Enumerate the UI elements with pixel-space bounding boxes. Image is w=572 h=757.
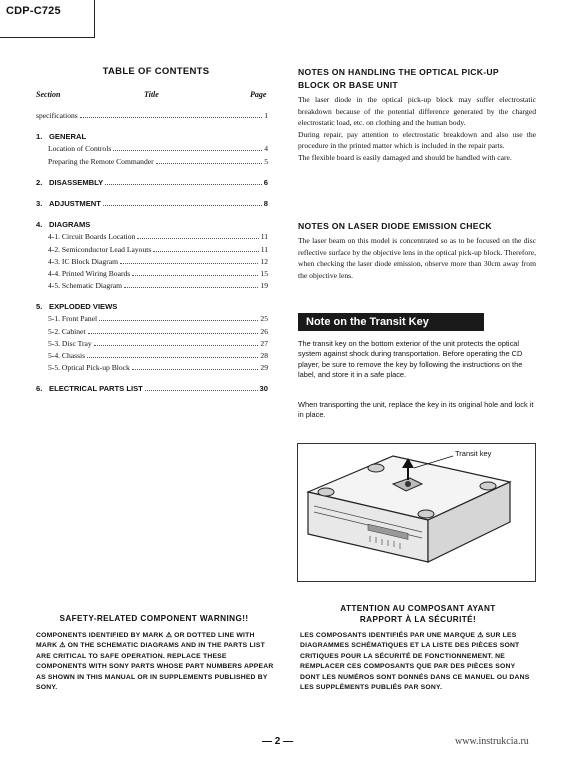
toc-entry-title: DIAGRAMS <box>49 220 91 230</box>
toc-gap <box>36 293 268 302</box>
toc-entry-title: ELECTRICAL PARTS LIST <box>49 384 143 394</box>
toc-entry[interactable] <box>36 157 268 169</box>
toc-gap <box>36 123 268 132</box>
transit-key-label: Transit key <box>455 449 492 458</box>
toc-entry-title: 5-2. Cabinet <box>48 326 86 336</box>
toc-leader-dots <box>153 251 258 252</box>
toc-entry-title: specifications <box>36 111 78 120</box>
toc-entry-number: 2. <box>36 177 43 187</box>
toc-leader-dots <box>156 163 263 164</box>
toc-entry-page: 30 <box>259 384 268 394</box>
page-number: — 2 — <box>262 736 294 747</box>
toc-entry[interactable] <box>36 199 268 211</box>
transit-para1: The transit key on the bottom exterior of the unit protects the optical system against shock during transportation. Before operating the CD player, be sure to remove the key by following the instructions on the label, and store it in a safe place. <box>298 339 523 380</box>
toc-entry-page: 27 <box>260 338 268 348</box>
toc-entry[interactable] <box>36 302 268 314</box>
toc-entry-page: 19 <box>260 281 268 291</box>
toc-entry-title: Preparing the Remote Commander <box>48 156 154 166</box>
toc-entry[interactable] <box>36 314 268 326</box>
safety-title-fr <box>298 603 538 625</box>
toc-leader-dots <box>80 117 262 118</box>
toc-entry[interactable] <box>36 327 268 339</box>
toc-entry[interactable] <box>36 245 268 257</box>
toc-leader-dots <box>132 369 259 370</box>
toc-col-title: Title <box>144 90 159 99</box>
toc-entry-number: 3. <box>36 198 43 208</box>
toc-entry-number: 1. <box>36 132 43 142</box>
toc-entry-page: 4 <box>264 144 268 154</box>
safety-text-fr: LES COMPOSANTS IDENTIFIÉS PAR UNE MARQUE ⚠ SUR LES DIAGRAMMES SCHÉMATIQUES ET LA LISTE DES PIÈCES SONT CRITIQUES POUR LA SÉCURITÉ DE FONCTIONNEMENT. NE REMPLACER CES COMPOSANTS QUE PAR DES PIÈCES SONY DONT LES NUMÉROS SONT DONNÉS DANS CE MANUEL OU DANS LES SUPPLÉMENTS PUBLIÉS PAR SONY. <box>300 632 530 692</box>
transit-title: Note on the Transit Key <box>298 313 484 331</box>
toc-gap <box>36 211 268 220</box>
toc-entry-page: 11 <box>260 232 268 242</box>
toc-entry-number: 4. <box>36 220 43 230</box>
safety-title-en: SAFETY-RELATED COMPONENT WARNING!! <box>59 614 249 623</box>
model-number: CDP-C725 <box>6 5 61 17</box>
toc-gap <box>36 375 268 384</box>
toc-col-page: Page <box>250 90 267 99</box>
safety-text-en: COMPONENTS IDENTIFIED BY MARK ⚠ OR DOTTED LINE WITH MARK ⚠ ON THE SCHEMATIC DIAGRAMS AND IN THE PARTS LIST ARE CRITICAL TO SAFE OPERATION. REPLACE THESE COMPONENTS WITH SONY PARTS WHOSE PART NUMBERS APPEAR AS SHOWN IN THIS MANUAL OR IN SUPPLEMENTS PUBLISHED BY SONY. <box>36 632 274 692</box>
toc-entry-page: 25 <box>260 314 268 324</box>
toc-leader-dots <box>94 345 259 346</box>
toc-entry-page: 5 <box>264 156 268 166</box>
toc-entry[interactable] <box>36 144 268 156</box>
handling-para1: The laser diode in the optical pick-up block may suffer electrostatic breakdown because of the potential difference generated by the charged electrostatic load, etc. on clothing and the human body. <box>298 95 536 128</box>
toc-entry-title: 5-4. Chassis <box>48 351 86 360</box>
handling-title <box>298 66 538 91</box>
toc-leader-dots <box>137 238 258 239</box>
laser-body: The laser beam on this model is concentrated so as to be focused on the disc reflective surface by the objective lens in the optical pick-up block. Therefore, when checking the laser diode emission, observe more than 30cm away from the objective lens. <box>298 236 536 280</box>
toc-leader-dots <box>87 357 258 358</box>
toc-entry[interactable] <box>36 281 268 293</box>
toc-entry-title: EXPLODED VIEWS <box>49 302 118 312</box>
toc-leader-dots <box>105 184 262 185</box>
handling-title-line1: NOTES ON HANDLING THE OPTICAL PICK-UP <box>298 67 499 77</box>
toc-gap <box>36 169 268 178</box>
toc-entry-number: 5. <box>36 302 43 312</box>
toc-entry-number: 6. <box>36 384 43 394</box>
toc-entry-title: 4-1. Circuit Boards Location <box>48 232 136 242</box>
safety-title-fr-line1: ATTENTION AU COMPOSANT AYANT <box>340 604 496 613</box>
toc-entry-title: Location of Controls <box>48 144 112 154</box>
toc-entry-page: 1 <box>264 111 268 120</box>
toc-entry[interactable] <box>36 178 268 190</box>
toc-entry-title: 5-5. Optical Pick-up Block <box>48 363 130 373</box>
safety-title-fr-line2: RAPPORT À LA SÉCURITÉ! <box>359 615 477 624</box>
toc-entry-page: 12 <box>260 256 268 266</box>
toc-entry-title: 5-1. Front Panel <box>48 314 98 324</box>
laser-title: NOTES ON LASER DIODE EMISSION CHECK <box>298 221 492 231</box>
toc-entry-title: 4-2. Semiconductor Lead Layouts <box>48 244 152 254</box>
toc-leader-dots <box>103 205 262 206</box>
toc-entry[interactable] <box>36 351 268 363</box>
toc-leader-dots <box>88 333 259 334</box>
transit-para2: When transporting the unit, replace the key in its original hole and lock it in place. <box>298 400 534 420</box>
toc-entry-page: 29 <box>260 363 268 373</box>
watermark: www.instrukcia.ru <box>455 736 529 747</box>
toc-col-section: Section <box>36 90 61 99</box>
toc-entry-page: 6 <box>263 177 268 187</box>
toc-entry[interactable] <box>36 220 268 232</box>
toc-entry-page: 11 <box>260 244 268 254</box>
toc-entry[interactable] <box>36 232 268 244</box>
toc-entry-title: DISASSEMBLY <box>49 177 104 187</box>
toc-entry-title: 5-3. Disc Tray <box>48 338 92 348</box>
handling-para3: The flexible board is easily damaged and should be handled with care. <box>298 152 512 162</box>
toc-entry[interactable] <box>36 269 268 281</box>
toc-entry-title: 4-4. Printed Wiring Boards <box>48 268 131 278</box>
toc-list <box>36 111 268 397</box>
handling-body <box>298 94 536 164</box>
toc-leader-dots <box>132 275 258 276</box>
toc-entry[interactable] <box>36 257 268 269</box>
toc-entry-page: 28 <box>260 351 268 360</box>
toc-entry-page: 26 <box>260 326 268 336</box>
toc-gap <box>36 190 268 199</box>
toc-entry[interactable] <box>36 384 268 396</box>
toc-entry[interactable] <box>36 111 268 123</box>
toc-leader-dots <box>99 320 258 321</box>
toc-entry[interactable] <box>36 363 268 375</box>
toc-entry-title: ADJUSTMENT <box>49 198 101 208</box>
toc-title: TABLE OF CONTENTS <box>102 66 210 77</box>
toc-leader-dots <box>124 287 258 288</box>
toc-entry-title: 4-3. IC Block Diagram <box>48 256 119 266</box>
handling-title-line2: BLOCK OR BASE UNIT <box>298 79 398 90</box>
toc-entry[interactable] <box>36 132 268 144</box>
toc-leader-dots <box>120 263 258 264</box>
transit-key-figure <box>297 443 536 582</box>
cd-player-illustration <box>298 444 535 581</box>
toc-entry-page: 8 <box>263 198 268 208</box>
toc-entry-page: 15 <box>260 268 268 278</box>
toc-leader-dots <box>113 150 262 151</box>
handling-para2: During repair, pay attention to electrostatic breakdown and also use the procedure in the printed matter which is included in the repair parts. <box>298 129 536 151</box>
toc-entry[interactable] <box>36 339 268 351</box>
toc-leader-dots <box>145 390 258 391</box>
toc-entry-title: GENERAL <box>49 132 87 142</box>
toc-entry-title: 4-5. Schematic Diagram <box>48 281 123 291</box>
